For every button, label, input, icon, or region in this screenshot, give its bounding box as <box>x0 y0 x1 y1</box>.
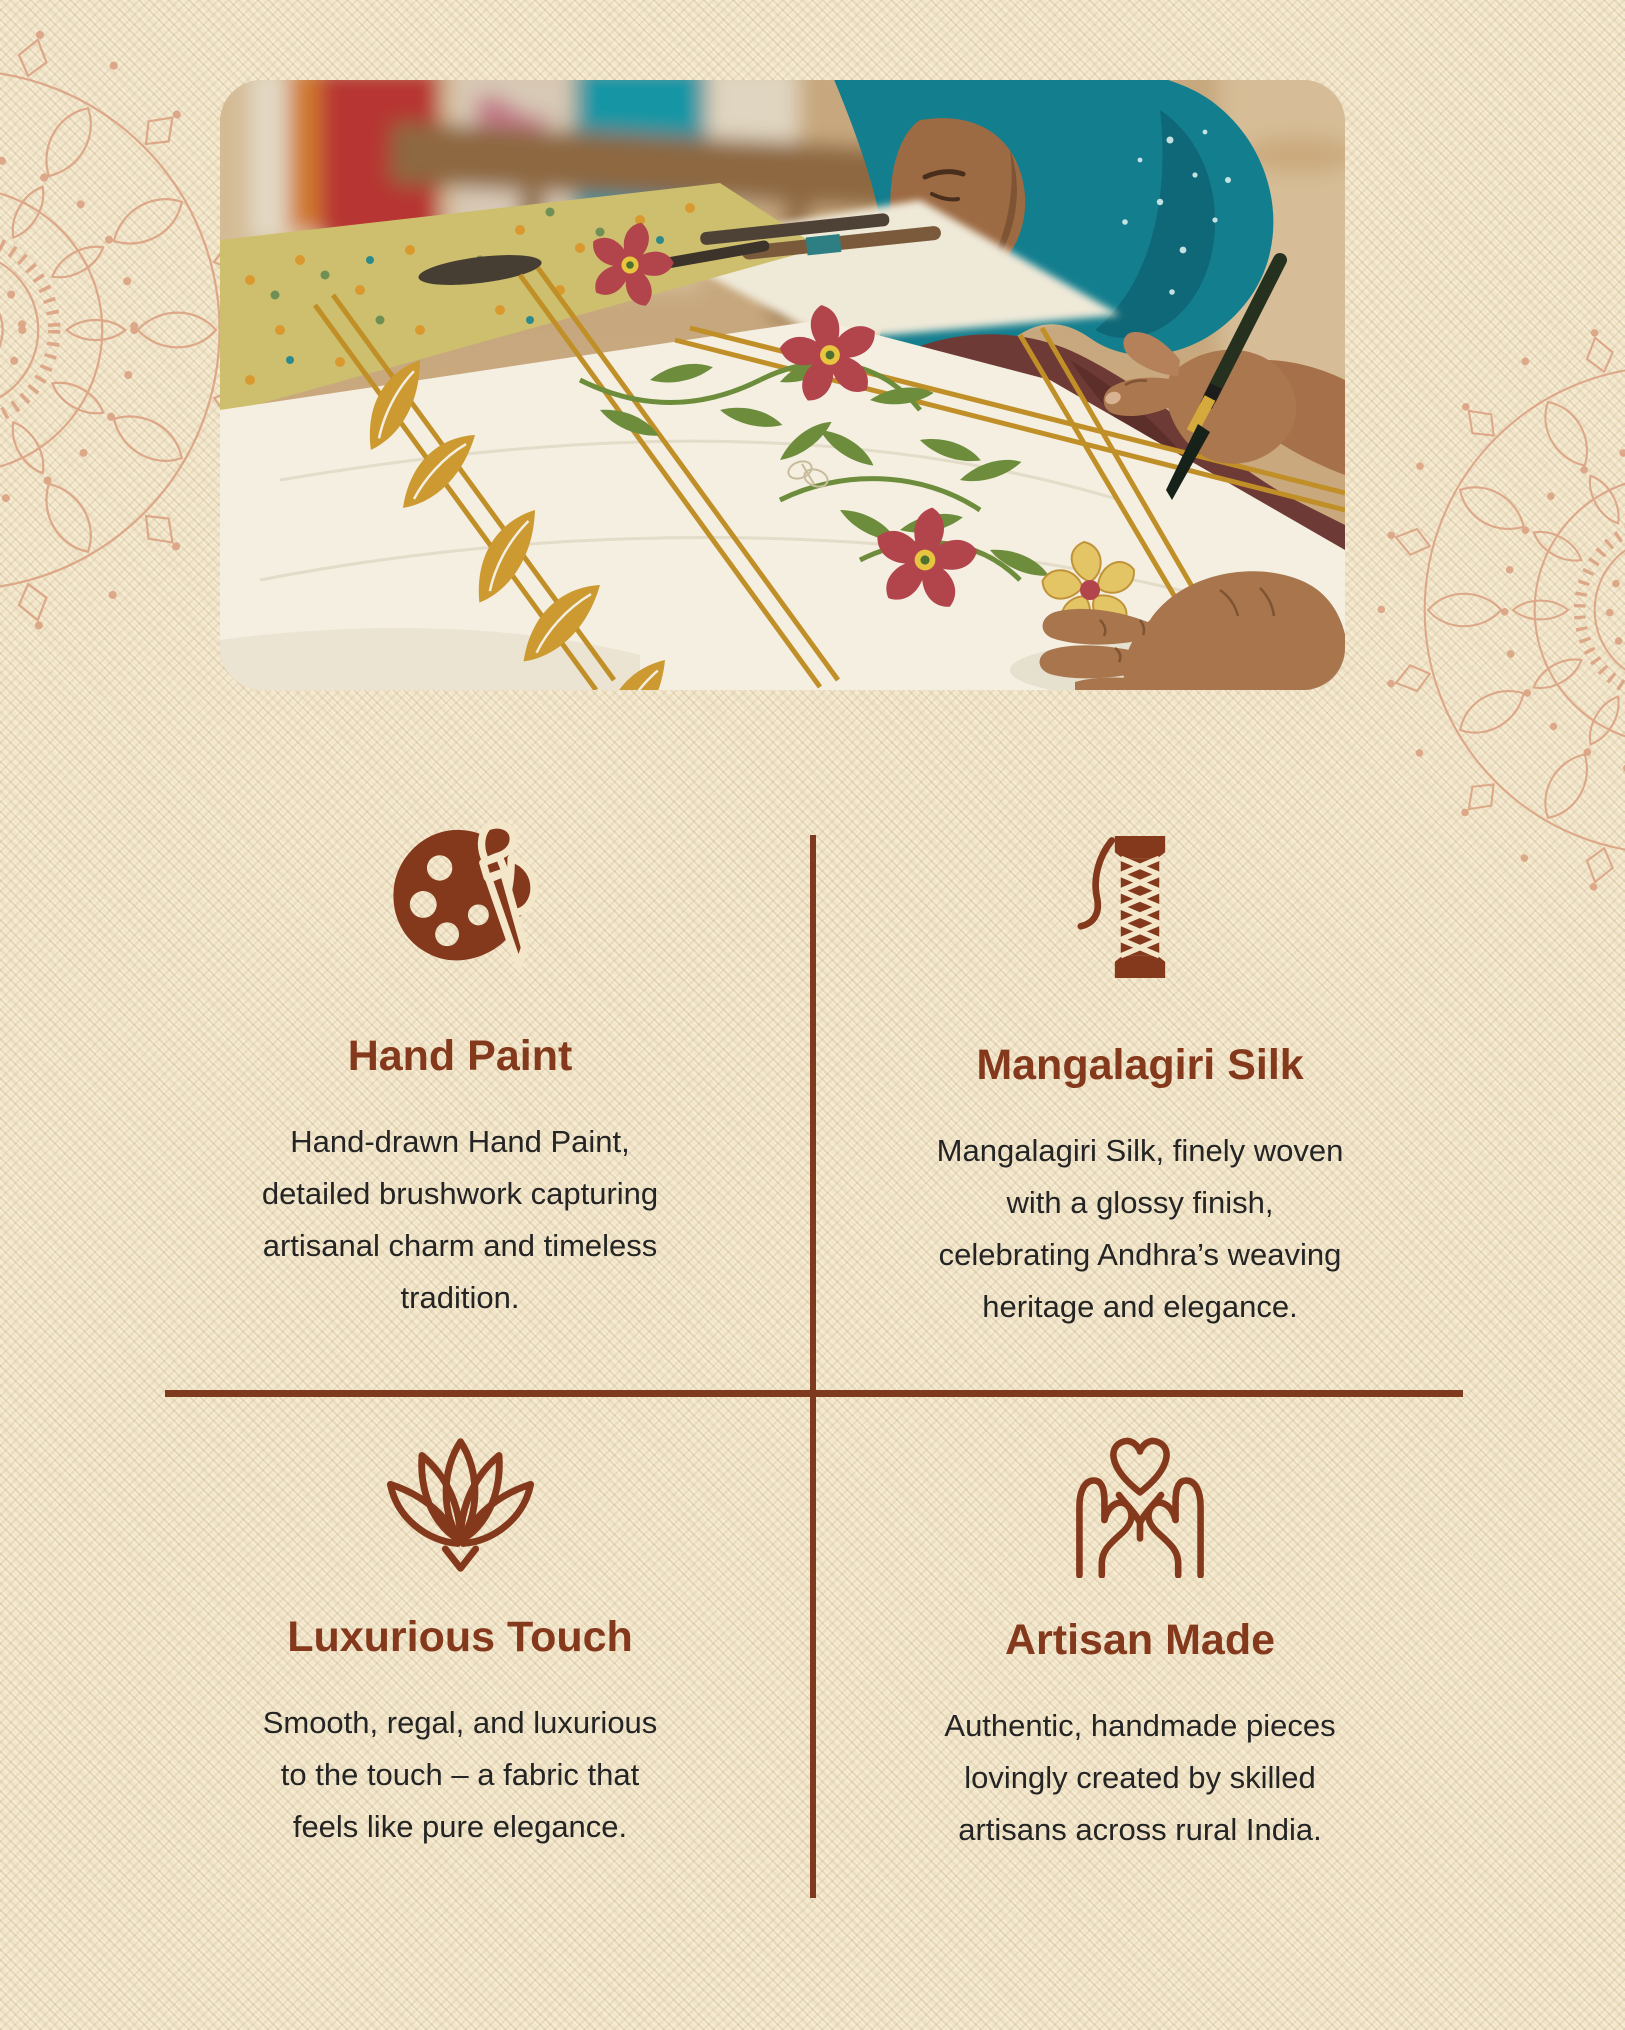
hero-photo <box>220 80 1345 690</box>
description-line: detailed brushwork capturing <box>261 1176 659 1211</box>
description-line: Hand-drawn Hand Paint, <box>290 1124 630 1159</box>
feature-title: Hand Paint <box>347 1032 573 1080</box>
lotus-icon <box>150 1435 770 1575</box>
description-line: feels like pure elegance. <box>292 1809 628 1844</box>
feature-artisan-made <box>830 1433 1450 1856</box>
description-line: lovingly created by skilled <box>964 1760 1316 1795</box>
hands-heart-icon <box>830 1433 1450 1578</box>
description-line: tradition. <box>400 1280 520 1315</box>
divider-horizontal <box>165 1390 1463 1397</box>
feature-hand-paint <box>150 822 770 1324</box>
description-line: artisanal charm and timeless <box>262 1228 658 1263</box>
feature-description <box>830 1125 1450 1333</box>
feature-title: Mangalagiri Silk <box>976 1041 1304 1089</box>
feature-description <box>150 1116 770 1324</box>
divider-vertical <box>810 835 816 1898</box>
feature-description <box>150 1697 770 1853</box>
description-line: celebrating Andhra’s weaving <box>938 1237 1342 1272</box>
description-line: Mangalagiri Silk, finely woven <box>936 1133 1344 1168</box>
hero-photo-illustration <box>220 80 1345 690</box>
description-line: with a glossy finish, <box>1006 1185 1274 1220</box>
feature-luxurious-touch <box>150 1435 770 1853</box>
feature-mangalagiri-silk <box>830 833 1450 1333</box>
description-line: to the touch – a fabric that <box>280 1757 640 1792</box>
description-line: heritage and elegance. <box>982 1289 1298 1324</box>
feature-description <box>830 1700 1450 1856</box>
description-line: Smooth, regal, and luxurious <box>262 1705 658 1740</box>
description-line: Authentic, handmade pieces <box>944 1708 1336 1743</box>
mandala-ornament-right <box>1368 310 1625 910</box>
paint-palette-icon <box>150 822 770 972</box>
feature-title: Artisan Made <box>1004 1616 1275 1664</box>
thread-spool-icon <box>830 833 1450 981</box>
description-line: artisans across rural India. <box>958 1812 1322 1847</box>
feature-title: Luxurious Touch <box>287 1613 633 1661</box>
